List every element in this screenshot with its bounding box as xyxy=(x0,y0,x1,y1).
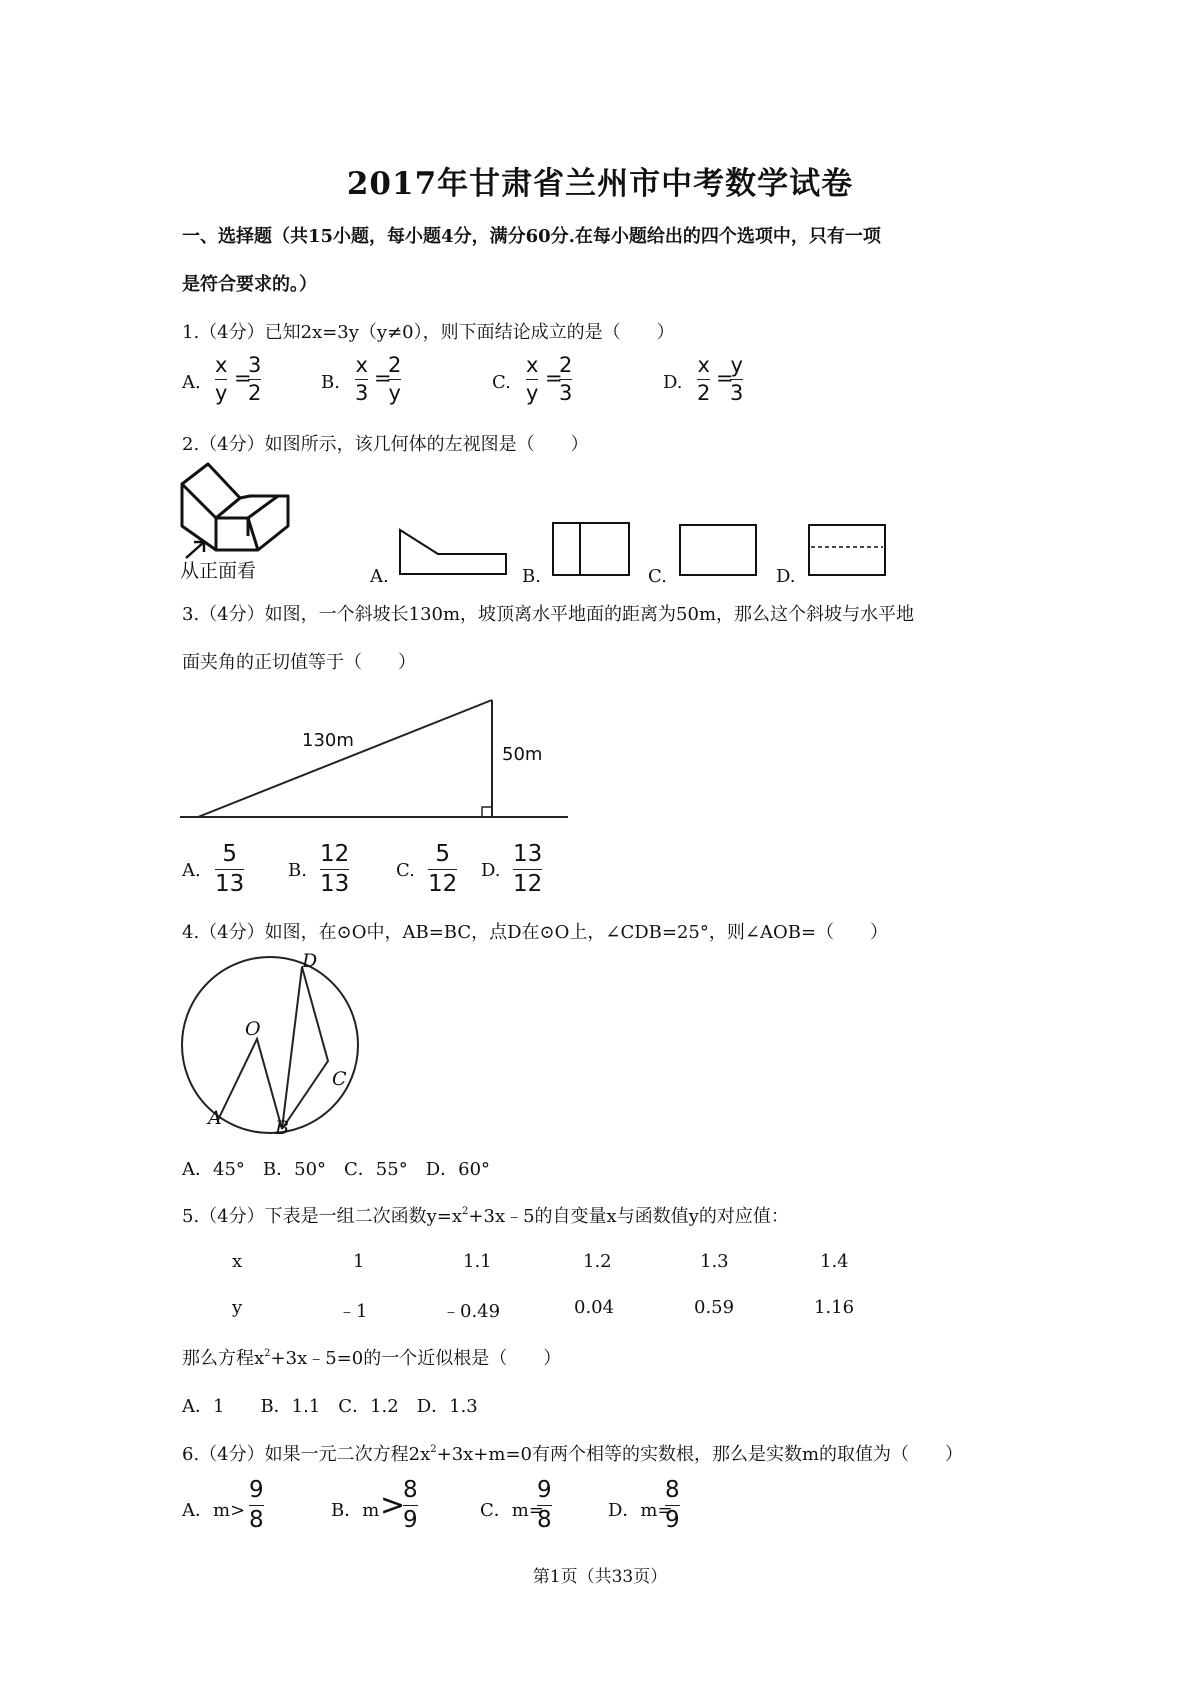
table-cell: 1.2 xyxy=(583,1251,612,1272)
page-footer: 第1页（共33页） xyxy=(532,1567,668,1587)
question-3-line2: 面夹角的正切值等于（ ） xyxy=(182,652,416,673)
q1-option-a-fraction-right: 3 2 xyxy=(248,353,262,405)
q6-option-a-fraction: 9 8 xyxy=(249,1477,264,1533)
question-6-text: 6.（4分）如果一元二次方程$2x^2+3x+m=0$有两个相等的实数根，那么是实数m的取值为（ ） xyxy=(182,1444,964,1465)
q3-slope-length-label: 130m xyxy=(302,730,354,751)
q2-option-a-label: A. xyxy=(370,566,389,587)
q1-option-c-equals: = xyxy=(545,366,563,390)
q1-option-d-fraction-left: x 2 xyxy=(697,353,711,405)
q1-option-c-label: C. xyxy=(492,372,511,393)
table-cell: 1 xyxy=(353,1251,365,1272)
q1-option-a-fraction-left: x y xyxy=(215,353,228,405)
q3-option-a-label: A. xyxy=(182,860,201,881)
table-cell: 1.4 xyxy=(820,1251,849,1272)
q6-option-a-label: A．m> xyxy=(182,1500,246,1521)
q2-figure-caption: 从正面看 xyxy=(180,560,257,582)
question-3-line1: 3.（4分）如图，一个斜坡长130m，坡顶离水平地面的距离为50m，那么这个斜坡与水平地 xyxy=(182,604,915,625)
q1-option-a-equals: = xyxy=(234,366,252,390)
q3-option-b-fraction: 12 13 xyxy=(320,841,350,897)
q1-option-b-fraction-left: x 3 xyxy=(355,353,369,405)
q4-label-o: O xyxy=(245,1018,261,1040)
document-title: 2017年甘肃省兰州市中考数学试卷 xyxy=(346,166,854,202)
question-5-options: A．1 B．1.1 C．1.2 D．1.3 xyxy=(182,1396,478,1417)
q4-label-c: C xyxy=(332,1068,347,1090)
q2-option-d-shape xyxy=(808,524,888,578)
question-4-text: 4.（4分）如图，在⊙O中，AB=BC，点D在⊙O上，∠CDB=25°，则∠AOB=（ ） xyxy=(182,922,889,943)
q1-option-b-equals: = xyxy=(374,366,392,390)
q1-option-c-fraction-left: x y xyxy=(526,353,539,405)
table-cell: y xyxy=(232,1297,243,1318)
q4-circle-diagram xyxy=(180,955,360,1135)
q2-option-b-shape xyxy=(552,522,632,578)
table-cell: ﹣1 xyxy=(338,1301,368,1322)
section-header-line2: 是符合要求的。） xyxy=(182,274,317,295)
q2-option-b-label: B. xyxy=(522,566,541,587)
question-5-text: 5.（4分）下表是一组二次函数$y=x^2+3x﹣5$的自变量x与函数值y的对应值： xyxy=(182,1206,789,1227)
section-header-line1: 一、选择题（共15小题，每小题4分，满分60分.在每小题给出的四个选项中，只有一项 xyxy=(182,226,881,247)
table-cell: x xyxy=(232,1251,243,1272)
q3-option-c-fraction: 5 12 xyxy=(428,841,458,897)
q3-option-a-fraction: 5 13 xyxy=(215,841,245,897)
q6-option-b-greater-symbol: > xyxy=(380,1488,406,1523)
q1-option-d-label: D. xyxy=(663,372,683,393)
table-cell: 1.1 xyxy=(463,1251,492,1272)
q2-option-d-label: D. xyxy=(776,566,796,587)
q4-label-b: B xyxy=(275,1117,289,1139)
q6-option-c-fraction: 9 8 xyxy=(537,1477,552,1533)
q2-option-c-shape xyxy=(679,524,759,578)
q6-option-d-fraction: 8 9 xyxy=(665,1477,680,1533)
question-5-prompt: 那么方程$x^2+3x﹣5=0$的一个近似根是（ ） xyxy=(182,1348,562,1369)
q4-label-a: A xyxy=(208,1107,222,1129)
q3-option-d-label: D. xyxy=(481,860,501,881)
q6-option-d-label: D．m= xyxy=(608,1500,673,1521)
q1-option-d-fraction-right: y 3 xyxy=(730,353,744,405)
q3-option-c-label: C. xyxy=(396,860,415,881)
q2-option-a-shape xyxy=(398,528,508,578)
question-1-text: 1.（4分）已知2x=3y（y≠0），则下面结论成立的是（ ） xyxy=(182,322,675,343)
table-cell: 1.16 xyxy=(814,1297,855,1318)
table-cell: 0.59 xyxy=(694,1297,735,1318)
table-cell: 1.3 xyxy=(700,1251,729,1272)
q6-option-b-fraction: 8 9 xyxy=(403,1477,418,1533)
q1-option-b-label: B. xyxy=(321,372,340,393)
q6-option-b-label: B．m xyxy=(331,1500,380,1521)
q1-option-d-equals: = xyxy=(716,366,734,390)
q3-option-b-label: B. xyxy=(288,860,307,881)
question-2-text: 2.（4分）如图所示，该几何体的左视图是（ ） xyxy=(182,434,589,455)
q1-option-a-label: A. xyxy=(182,372,201,393)
q1-option-c-fraction-right: 2 3 xyxy=(559,353,573,405)
q2-option-c-label: C. xyxy=(648,566,667,587)
q2-solid-figure xyxy=(180,462,290,562)
q6-option-c-label: C．m= xyxy=(480,1500,544,1521)
q4-label-d: D xyxy=(302,950,318,972)
q3-option-d-fraction: 13 12 xyxy=(513,841,543,897)
q1-option-b-fraction-right: 2 y xyxy=(388,353,402,405)
table-cell: 0.04 xyxy=(574,1297,615,1318)
q3-height-label: 50m xyxy=(502,744,543,765)
question-4-options: A．45° B．50° C．55° D．60° xyxy=(182,1159,491,1180)
table-cell: ﹣0.49 xyxy=(442,1301,501,1322)
